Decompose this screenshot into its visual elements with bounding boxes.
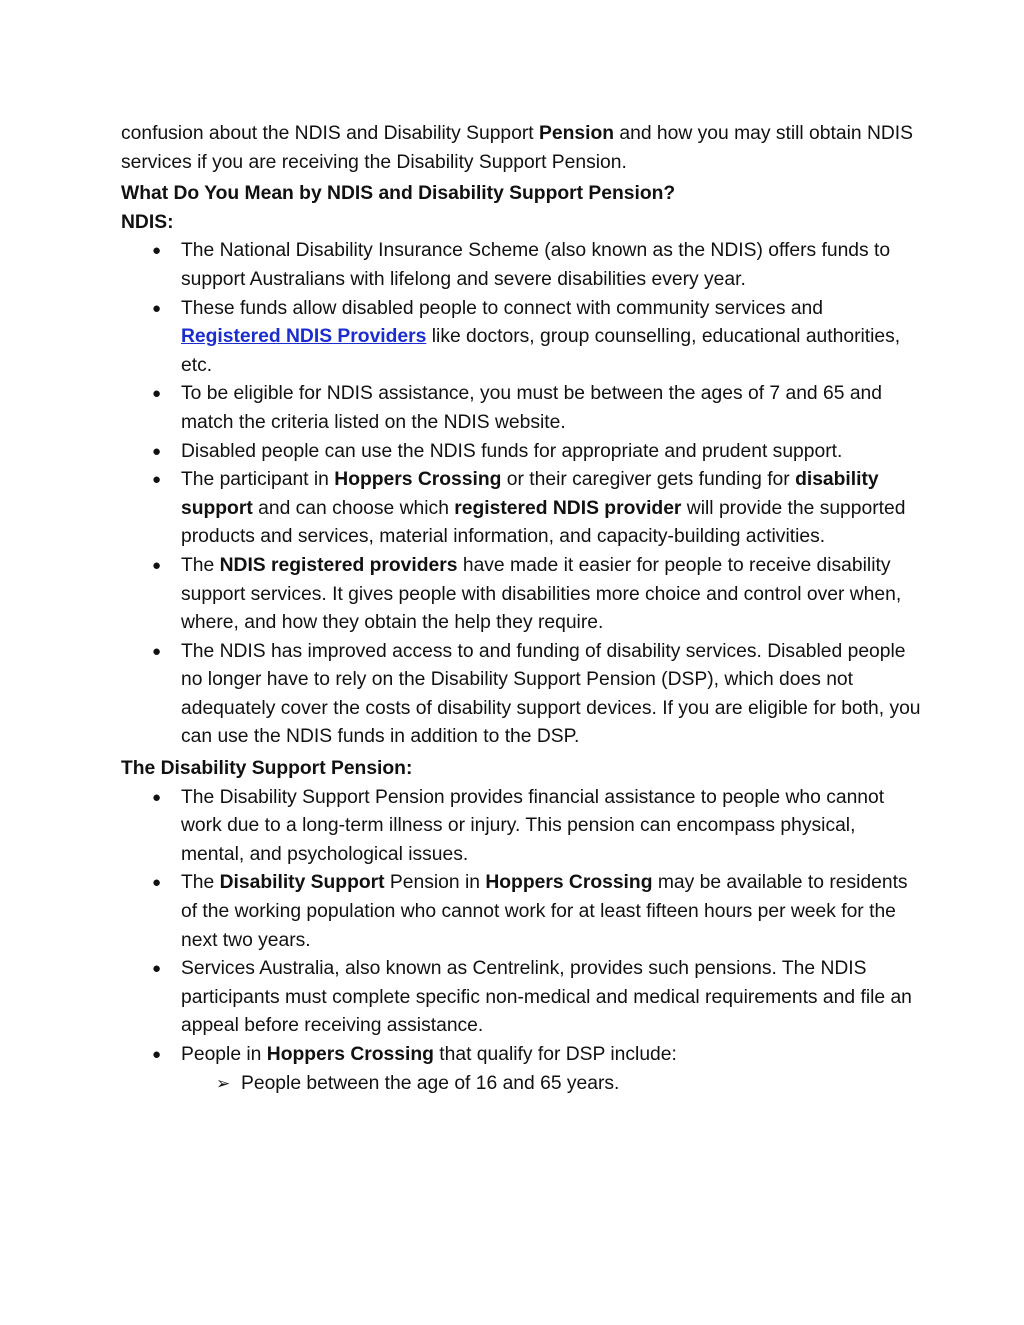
- list-item: [121, 380, 921, 437]
- bullet-icon: ●: [152, 1046, 162, 1063]
- list-item: [121, 784, 921, 870]
- intro-text-cont: and how you may still obtain NDIS services if you are receiving the Disability Support Pension.: [121, 123, 914, 173]
- bullet-icon: ●: [152, 556, 162, 574]
- list-item: [121, 466, 921, 552]
- bold-hoppers-crossing: Hoppers Crossing: [266, 1044, 434, 1065]
- list-item-text: To be eligible for NDIS assistance, you must be between the ages of 7 and 65 and match the criteria listed on the NDIS website.: [181, 383, 882, 433]
- bullet-icon: ●: [152, 874, 162, 892]
- list-item-text-cont: like doctors, group counselling, educational authorities, etc.: [181, 326, 901, 376]
- list-item-text-cont: that qualify for DSP include:: [433, 1044, 677, 1065]
- dsp-list: [121, 784, 921, 1070]
- list-item: [121, 552, 921, 638]
- list-item-text: The National Disability Insurance Scheme (also known as the NDIS) offers funds to support Australians with lifelong and severe disabilities every year.: [181, 240, 891, 290]
- list-item-text: The Disability Support Pension provides financial assistance to people who cannot work due to a long-term illness or injury. This pension can encompass physical, mental, and psychological issues.: [181, 786, 885, 865]
- bold-disability-support: disability support: [181, 469, 879, 519]
- list-item-text-cont: may be available to residents of the working population who cannot work for at least fifteen hours per week for the next two years.: [181, 872, 908, 951]
- bullet-icon: ●: [152, 960, 162, 978]
- ndis-heading: NDIS:: [121, 211, 174, 233]
- section-question-heading: What Do You Mean by NDIS and Disability Support Pension?: [121, 183, 676, 205]
- sub-list-item: [121, 1070, 921, 1099]
- list-item: [121, 237, 921, 294]
- intro-paragraph: [121, 120, 921, 177]
- list-item-text: Disabled people can use the NDIS funds for appropriate and prudent support.: [181, 440, 843, 462]
- bullet-icon: ●: [152, 242, 162, 260]
- arrow-bullet-icon: ➢: [216, 1073, 231, 1093]
- list-item: [121, 295, 921, 381]
- intro-bold: Pension: [539, 123, 615, 144]
- list-item-text: The participant in: [181, 469, 335, 491]
- bullet-icon: ●: [152, 442, 162, 460]
- list-item: [121, 869, 921, 955]
- list-item-text-cont: have made it easier for people to receive disability support services. It gives people with disabilities more choice and control over when, where, and how they obtain the help they require.: [181, 554, 902, 634]
- list-item-text: The NDIS has improved access to and funding of disability services. Disabled people no longer have to rely on the Disability Support Pension (DSP), which does not adequately cover the costs of disability support devices. If you are eligible for both, you can use the NDIS funds in addition to the DSP.: [181, 640, 921, 748]
- list-item: [121, 438, 921, 467]
- ndis-list: [121, 237, 921, 752]
- bullet-icon: ●: [152, 642, 162, 660]
- bold-registered-ndis-provider: registered NDIS provider: [454, 497, 682, 519]
- document-page: [121, 120, 921, 1098]
- registered-ndis-providers-link[interactable]: Registered NDIS Providers: [181, 326, 427, 348]
- list-item: [121, 638, 921, 752]
- list-item-text: The: [181, 872, 220, 894]
- list-item: [121, 1041, 921, 1070]
- list-item-text: Services Australia, also known as Centrelink, provides such pensions. The NDIS participants must complete specific non-medical and medical requirements and file an appeal before receiving assistance.: [181, 958, 912, 1037]
- bold-hoppers-crossing: Hoppers Crossing: [485, 872, 653, 894]
- bullet-icon: ●: [152, 299, 162, 317]
- bullet-icon: ●: [152, 471, 162, 489]
- dsp-sublist: [121, 1070, 921, 1099]
- list-item-text-cont: or their caregiver gets funding for: [501, 469, 796, 491]
- list-item-text-cont: Pension in: [384, 872, 486, 894]
- bold-hoppers-crossing: Hoppers Crossing: [334, 469, 502, 491]
- sub-list-item-text: People between the age of 16 and 65 years.: [241, 1072, 620, 1094]
- list-item-text-cont: will provide the supported products and services, material information, and capacity-building activities.: [181, 497, 906, 548]
- list-item-text: These funds allow disabled people to connect with community services and: [181, 297, 823, 319]
- bullet-icon: ●: [152, 788, 162, 806]
- list-item-text-cont: and can choose which: [252, 497, 455, 519]
- intro-text: confusion about the NDIS and Disability Support: [121, 123, 540, 144]
- list-item: [121, 955, 921, 1041]
- dsp-heading: The Disability Support Pension:: [121, 758, 413, 780]
- bullet-icon: ●: [152, 385, 162, 403]
- bold-disability-support: Disability Support: [219, 872, 385, 894]
- bold-ndis-registered-providers: NDIS registered providers: [219, 554, 458, 576]
- list-item-text: The: [181, 554, 220, 576]
- list-item-text: People in: [181, 1044, 267, 1065]
